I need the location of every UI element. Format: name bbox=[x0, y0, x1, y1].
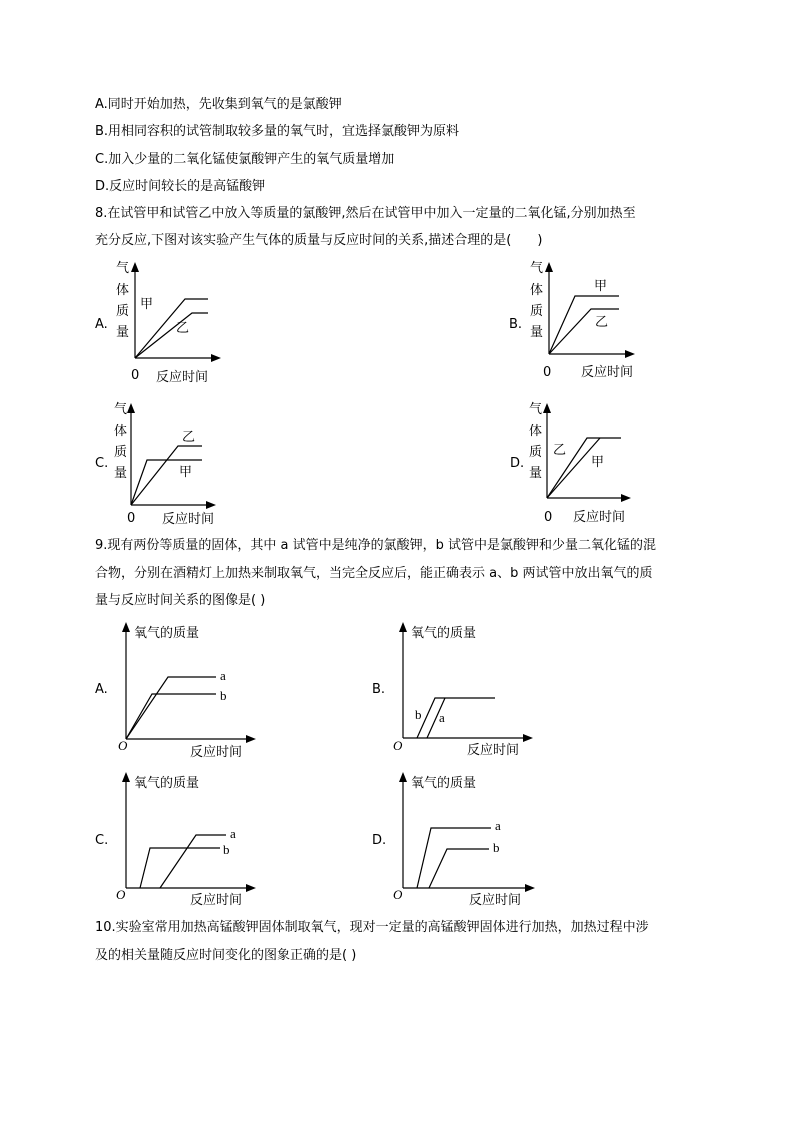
ylabel-char: 体 bbox=[530, 283, 544, 298]
label-a: a bbox=[230, 826, 236, 841]
curve-b bbox=[417, 698, 495, 738]
ylabel-char: 量 bbox=[114, 466, 128, 481]
y-label: 氧气的质量 bbox=[411, 626, 477, 641]
q8-graph-d bbox=[525, 399, 645, 529]
q8-option-d-label: D. bbox=[510, 456, 525, 471]
ylabel-char: 质 bbox=[114, 445, 128, 460]
x-label: 反应时间 bbox=[156, 370, 209, 385]
ylabel-char: 体 bbox=[114, 424, 128, 439]
q8-option-c-label: C. bbox=[95, 456, 109, 471]
y-axis-arrow bbox=[122, 772, 130, 782]
q7-option-c: C.加入少量的二氧化锰使氯酸钾产生的氧气质量增加 bbox=[95, 152, 395, 167]
curve-yi bbox=[135, 313, 208, 358]
label-b: b bbox=[415, 707, 422, 722]
ylabel-char: 气 bbox=[530, 261, 544, 276]
x-label: 反应时间 bbox=[467, 743, 520, 758]
q7-option-b: B.用相同容积的试管制取较多量的氧气时，宜选择氯酸钾为原料 bbox=[95, 124, 460, 139]
q9-graph-a bbox=[112, 620, 272, 765]
curve-b bbox=[429, 849, 489, 888]
label-b: b bbox=[223, 842, 230, 857]
label-b: b bbox=[220, 688, 227, 703]
curve-jia bbox=[549, 296, 619, 354]
ylabel-char: 气 bbox=[116, 261, 130, 276]
x-axis-arrow bbox=[625, 350, 635, 358]
ylabel-char: 质 bbox=[529, 445, 543, 460]
origin-label: O bbox=[393, 887, 403, 902]
label-yi: 乙 bbox=[595, 315, 609, 330]
q10-stem-line2: 及的相关量随反应时间变化的图象正确的是( ) bbox=[95, 948, 357, 963]
q8-option-b-label: B. bbox=[509, 317, 523, 332]
y-axis-arrow bbox=[543, 403, 551, 413]
ylabel-char: 量 bbox=[530, 325, 544, 340]
label-a: a bbox=[495, 818, 501, 833]
curve-a bbox=[126, 677, 216, 739]
origin-label: O bbox=[393, 738, 403, 753]
q9-option-b-label: B. bbox=[372, 682, 386, 697]
x-axis-arrow bbox=[246, 735, 256, 743]
x-label: 反应时间 bbox=[162, 512, 215, 527]
x-axis-arrow bbox=[525, 884, 535, 892]
x-axis-arrow bbox=[523, 734, 533, 742]
y-axis-arrow bbox=[545, 262, 553, 272]
q9-stem-line2: 合物，分别在酒精灯上加热来制取氧气，当完全反应后，能正确表示 a、b 两试管中放出氧气的质 bbox=[95, 566, 653, 581]
q9-graph-c bbox=[114, 770, 274, 915]
origin-label: 0 bbox=[543, 365, 552, 380]
q9-option-c-label: C. bbox=[95, 833, 109, 848]
origin-label: 0 bbox=[127, 511, 136, 526]
q9-option-d-label: D. bbox=[372, 833, 387, 848]
q9-graph-d bbox=[393, 770, 553, 915]
x-label: 反应时间 bbox=[469, 893, 522, 908]
y-label: 氧气的质量 bbox=[134, 776, 200, 791]
label-yi: 乙 bbox=[176, 321, 190, 336]
ylabel-char: 量 bbox=[529, 466, 543, 481]
origin-label: 0 bbox=[131, 368, 140, 383]
ylabel-char: 体 bbox=[529, 424, 543, 439]
label-jia: 甲 bbox=[594, 279, 608, 294]
ylabel-char: 量 bbox=[116, 325, 130, 340]
ylabel-char: 气 bbox=[529, 402, 543, 417]
x-axis-arrow bbox=[621, 494, 631, 502]
origin-label: O bbox=[118, 738, 128, 753]
label-a: a bbox=[220, 668, 226, 683]
label-a: a bbox=[439, 710, 445, 725]
label-jia: 甲 bbox=[179, 465, 193, 480]
x-axis-arrow bbox=[206, 501, 216, 509]
y-axis-arrow bbox=[131, 262, 139, 272]
x-axis-arrow bbox=[246, 884, 256, 892]
y-axis-arrow bbox=[127, 403, 135, 413]
origin-label: 0 bbox=[544, 510, 553, 525]
q8-graph-a bbox=[110, 258, 230, 388]
curve-a bbox=[417, 828, 491, 888]
q8-graph-c bbox=[110, 399, 230, 529]
q8-stem-line2: 充分反应,下图对该实验产生气体的质量与反应时间的关系,描述合理的是( ) bbox=[95, 233, 543, 248]
curve-b bbox=[140, 848, 220, 888]
label-yi: 乙 bbox=[182, 430, 196, 445]
ylabel-char: 气 bbox=[114, 402, 128, 417]
y-axis-arrow bbox=[399, 772, 407, 782]
q7-option-a: A.同时开始加热，先收集到氧气的是氯酸钾 bbox=[95, 97, 342, 112]
x-label: 反应时间 bbox=[581, 365, 634, 380]
q9-option-a-label: A. bbox=[95, 682, 108, 697]
q10-stem-line1: 10.实验室常用加热高锰酸钾固体制取氧气，现对一定量的高锰酸钾固体进行加热，加热过程中涉 bbox=[95, 920, 649, 935]
curve-a bbox=[160, 835, 226, 888]
x-axis-arrow bbox=[211, 354, 221, 362]
label-jia: 甲 bbox=[140, 297, 154, 312]
label-b: b bbox=[493, 840, 500, 855]
ylabel-char: 质 bbox=[116, 304, 130, 319]
x-label: 反应时间 bbox=[190, 893, 243, 908]
ylabel-char: 质 bbox=[530, 304, 544, 319]
q8-stem-line1: 8.在试管甲和试管乙中放入等质量的氯酸钾,然后在试管甲中加入一定量的二氧化锰,分别加热至 bbox=[95, 206, 636, 221]
label-yi: 乙 bbox=[553, 443, 567, 458]
y-axis-arrow bbox=[122, 622, 130, 632]
y-label: 氧气的质量 bbox=[411, 776, 477, 791]
x-label: 反应时间 bbox=[573, 510, 626, 525]
q8-graph-b bbox=[524, 258, 644, 388]
label-jia: 甲 bbox=[591, 455, 605, 470]
q8-option-a-label: A. bbox=[95, 317, 108, 332]
origin-label: O bbox=[116, 887, 126, 902]
q9-graph-b bbox=[389, 620, 549, 765]
q9-stem-line1: 9.现有两份等质量的固体，其中 a 试管中是纯净的氯酸钾，b 试管中是氯酸钾和少量二氧化锰的混 bbox=[95, 538, 657, 553]
ylabel-char: 体 bbox=[116, 283, 130, 298]
y-axis-arrow bbox=[399, 622, 407, 632]
q7-option-d: D.反应时间较长的是高锰酸钾 bbox=[95, 179, 266, 194]
y-label: 氧气的质量 bbox=[134, 626, 200, 641]
q9-stem-line3: 量与反应时间关系的图像是( ) bbox=[95, 593, 266, 608]
x-label: 反应时间 bbox=[190, 745, 243, 760]
curve-b bbox=[126, 694, 216, 739]
